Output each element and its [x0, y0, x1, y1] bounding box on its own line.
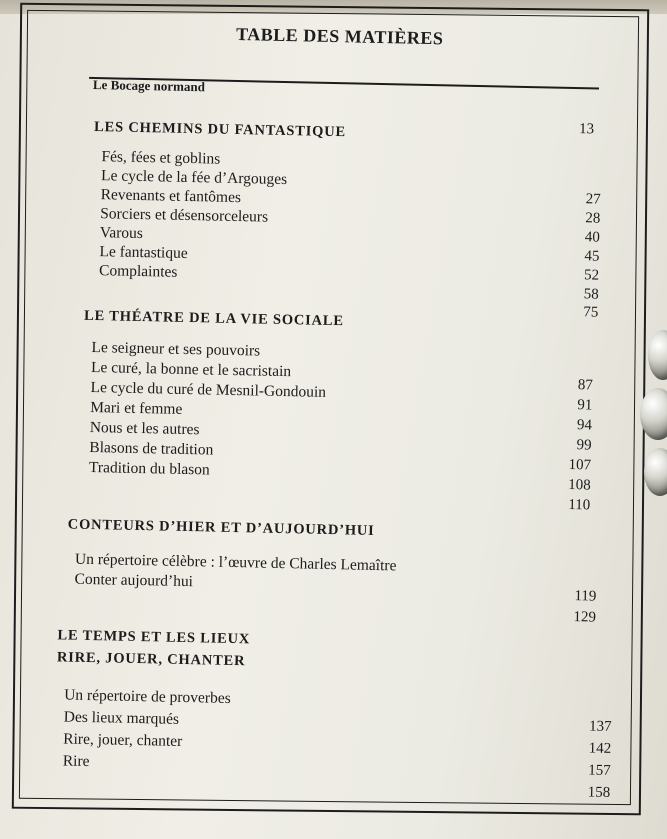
page-number: 91 — [577, 397, 593, 414]
list-item: Fés, fées et goblins — [101, 148, 221, 168]
list-item: Revenants et fantômes — [100, 186, 242, 207]
page-number: 87 — [577, 377, 593, 394]
list-item: Nous et les autres — [89, 418, 200, 439]
list-item: Mari et femme — [90, 398, 183, 418]
page-number: 27 — [585, 191, 601, 208]
list-item: Sorciers et désensorceleurs — [100, 205, 269, 226]
list-item: Le cycle du curé de Mesnil-Gondouin — [90, 378, 327, 401]
page-number: 137 — [588, 718, 612, 735]
page-number: 13 — [578, 121, 595, 138]
list-item: Conter aujourd’hui — [74, 570, 194, 591]
page-number: 40 — [584, 229, 601, 246]
page-number: 94 — [576, 417, 593, 434]
page-number: 158 — [587, 784, 611, 801]
list-item: Le seigneur et ses pouvoirs — [91, 338, 261, 360]
section-heading: LE TEMPS ET LES LIEUX — [57, 627, 251, 648]
section-heading: LES CHEMINS DU FANTASTIQUE — [93, 118, 347, 141]
page-number: 108 — [568, 477, 591, 494]
page-number: 99 — [576, 437, 592, 454]
list-item: Un répertoire célèbre : l’œuvre de Charles Lemaître — [74, 550, 397, 575]
list-item: Un répertoire de proverbes — [64, 686, 231, 707]
page-number: 129 — [573, 609, 597, 626]
list-item: Le fantastique — [99, 243, 188, 262]
page-number: 52 — [583, 267, 600, 284]
list-item: Le curé, la bonne et le sacristain — [90, 358, 292, 381]
page-title: TABLE DES MATIÈRES — [235, 23, 444, 49]
book-subtitle: Le Bocage normand — [92, 76, 206, 95]
page-number: 110 — [568, 497, 591, 514]
list-item: Varous — [99, 224, 144, 243]
list-item: Blasons de tradition — [89, 438, 214, 459]
section-heading-line2: RIRE, JOUER, CHANTER — [56, 649, 246, 670]
list-item: Tradition du blason — [88, 458, 210, 479]
page-number: 28 — [585, 210, 601, 227]
list-item: Rire — [62, 752, 90, 771]
page-number: 119 — [574, 588, 597, 605]
list-item: Le cycle de la fée d’Argouges — [100, 167, 288, 189]
list-item: Des lieux marqués — [63, 708, 180, 728]
list-item: Complaintes — [98, 262, 178, 281]
page-number: 75 — [583, 304, 599, 321]
page-number: 58 — [583, 286, 599, 303]
page-number: 45 — [584, 248, 600, 265]
section-heading: CONTEURS D’HIER ET D’AUJOURD’HUI — [67, 516, 375, 539]
page-number: 157 — [588, 762, 611, 779]
page-number: 142 — [588, 740, 612, 757]
section-heading: LE THÉATRE DE LA VIE SOCIALE — [83, 307, 344, 330]
page-number: 107 — [568, 457, 592, 474]
list-item: Rire, jouer, chanter — [63, 730, 183, 750]
